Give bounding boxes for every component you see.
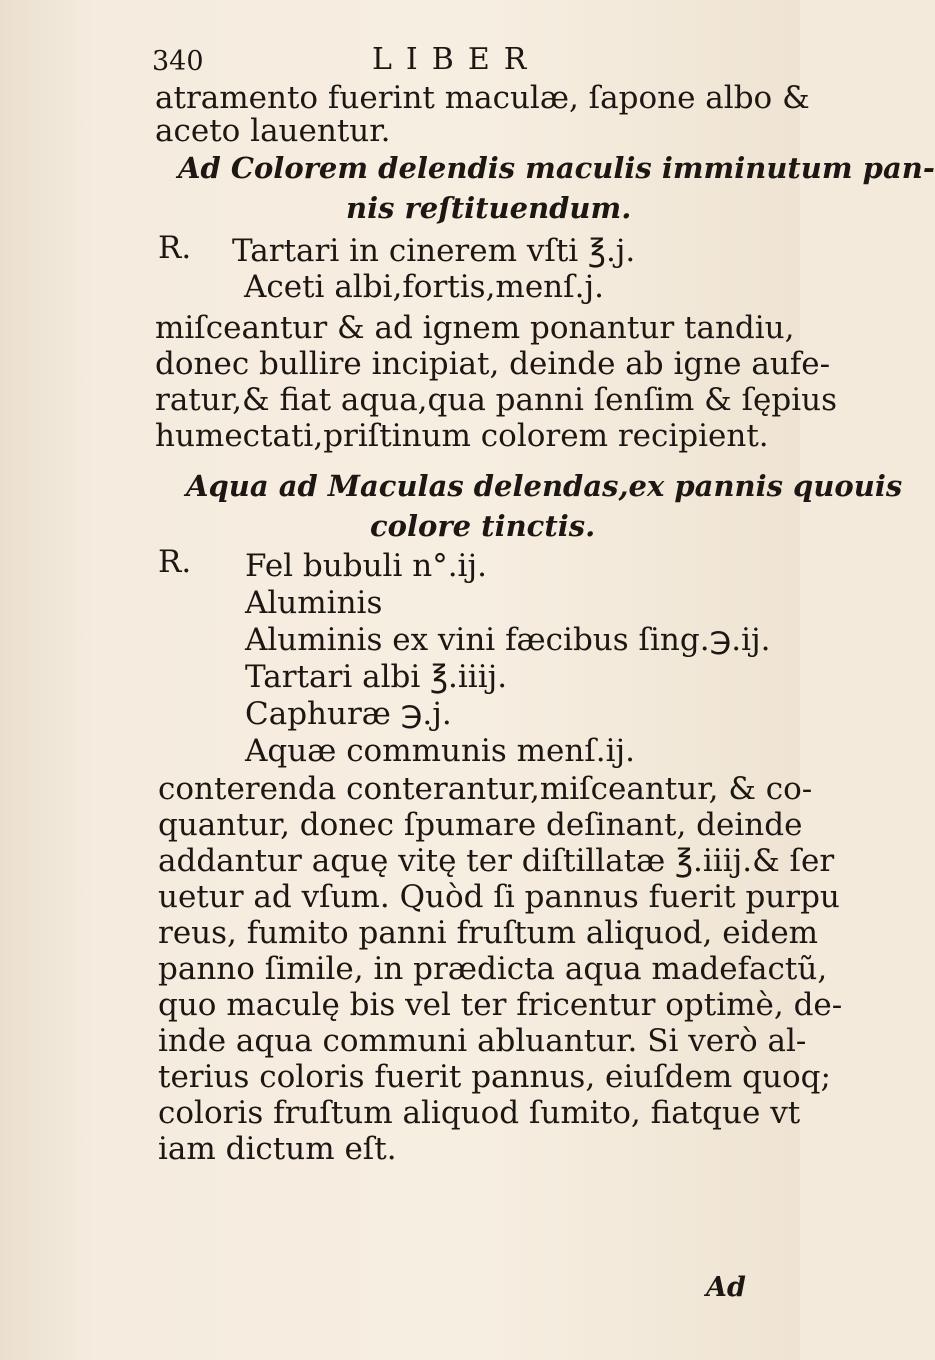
recipe-heading: Aqua ad Maculas delendas,ex pannis quouis	[186, 469, 903, 503]
text-line: donec bullire incipiat, deinde ab igne aufe-	[155, 346, 831, 382]
text-line: coloris fruſtum aliquod ſumito, fiatque vt	[158, 1095, 801, 1131]
page-number: 340	[152, 46, 204, 77]
text-line: reus, fumito panni fruſtum aliquod, eidem	[158, 915, 819, 951]
ingredient-line: Aluminis ex vini fæcibus ſing.℈.ij.	[245, 622, 771, 658]
ingredient-line: Aceti albi,fortis,menſ.j.	[244, 269, 604, 305]
text-line: inde aqua communi abluantur. Si verò al-	[158, 1023, 807, 1059]
recipe-heading: Ad Colorem delendis maculis imminutum pan-	[178, 151, 935, 185]
ingredient-line: Tartari albi ℥.iiij.	[245, 659, 508, 695]
text-line: quantur, donec ſpumare deſinant, deinde	[158, 807, 803, 843]
text-line: uetur ad vſum. Quòd ſi pannus fuerit purpu	[158, 879, 840, 915]
text-line: humectati,priſtinum colorem recipient.	[155, 418, 769, 454]
catchword: Ad	[706, 1272, 746, 1303]
text-line: addantur aquę vitę ter diſtillatæ ℥.iiij.& ſer	[158, 843, 835, 879]
recipe-heading: colore tinctis.	[370, 509, 596, 543]
text-line: atramento fuerint maculæ, ſapone albo &	[155, 80, 810, 116]
ingredient-line: Tartari in cinerem vſti ℥.j.	[232, 233, 636, 269]
running-title: LIBER	[372, 42, 541, 77]
recipe-heading: nis reſtituendum.	[346, 191, 632, 225]
ingredient-line: Fel bubuli n°.ij.	[245, 548, 487, 584]
text-line: conterenda conterantur,miſceantur, & co-	[158, 771, 813, 807]
ingredient-line: Caphuræ ℈.j.	[245, 696, 452, 732]
recipe-symbol: R.	[158, 544, 192, 580]
running-head	[150, 42, 750, 82]
text-line: ratur,& fiat aqua,qua panni ſenſim & ſępius	[155, 382, 838, 418]
text-line: miſceantur & ad ignem ponantur tandiu,	[155, 310, 795, 346]
text-line: aceto lauentur.	[155, 113, 391, 149]
text-line: iam dictum eſt.	[158, 1131, 397, 1167]
recipe-symbol: R.	[158, 230, 192, 266]
ingredient-line: Aquæ communis menſ.ij.	[245, 733, 636, 769]
ingredient-line: Aluminis	[245, 585, 383, 621]
text-line: panno ſimile, in prædicta aqua madefactũ,	[158, 951, 828, 987]
text-line: terius coloris fuerit pannus, eiuſdem quoq;	[158, 1059, 831, 1095]
text-line: quo maculę bis vel ter fricentur optimè, de-	[158, 987, 843, 1023]
